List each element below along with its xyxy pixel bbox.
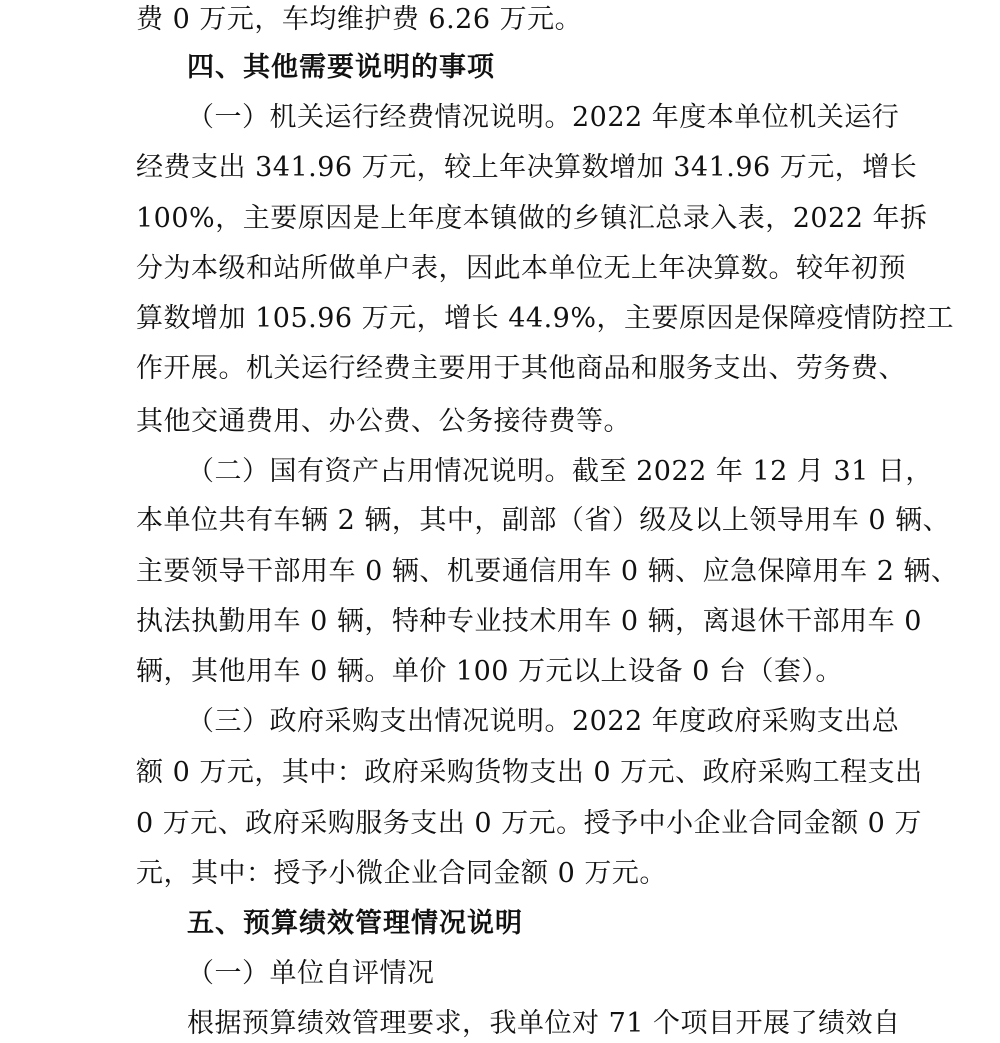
paragraph-line: 主要领导干部用车 0 辆、机要通信用车 0 辆、应急保障用车 2 辆、 <box>136 556 959 587</box>
paragraph-line: 额 0 万元，其中：政府采购货物支出 0 万元、政府采购工程支出 <box>136 757 923 788</box>
paragraph-line: 分为本级和站所做单户表，因此本单位无上年决算数。较年初预 <box>136 253 906 284</box>
section-heading-performance: 五、预算绩效管理情况说明 <box>187 908 523 939</box>
paragraph-line: 0 万元、政府采购服务支出 0 万元。授予中小企业合同金额 0 万 <box>136 808 922 839</box>
paragraph-line: 根据预算绩效管理要求，我单位对 71 个项目开展了绩效自 <box>187 1008 901 1039</box>
paragraph-line: （三）政府采购支出情况说明。2022 年度政府采购支出总 <box>187 706 900 737</box>
paragraph-line: 元，其中：授予小微企业合同金额 0 万元。 <box>136 858 667 889</box>
paragraph-line: 本单位共有车辆 2 辆，其中，副部（省）级及以上领导用车 0 辆、 <box>136 505 951 536</box>
paragraph-line: 费 0 万元，车均维护费 6.26 万元。 <box>136 4 583 35</box>
paragraph-line: （一）机关运行经费情况说明。2022 年度本单位机关运行 <box>187 102 900 133</box>
paragraph-line: 作开展。机关运行经费主要用于其他商品和服务支出、劳务费、 <box>136 353 906 384</box>
paragraph-line: （二）国有资产占用情况说明。截至 2022 年 12 月 31 日， <box>187 456 933 487</box>
sub-heading-self-evaluation: （一）单位自评情况 <box>187 958 435 989</box>
paragraph-line: 辆，其他用车 0 辆。单价 100 万元以上设备 0 台（套）。 <box>136 656 843 687</box>
section-heading-other-matters: 四、其他需要说明的事项 <box>187 52 495 83</box>
paragraph-line: 其他交通费用、办公费、公务接待费等。 <box>136 406 631 437</box>
paragraph-line: 算数增加 105.96 万元，增长 44.9%，主要原因是保障疫情防控工 <box>136 303 954 334</box>
paragraph-line: 执法执勤用车 0 辆，特种专业技术用车 0 辆，离退休干部用车 0 <box>136 606 922 637</box>
paragraph-line: 100%，主要原因是上年度本镇做的乡镇汇总录入表，2022 年拆 <box>136 203 928 234</box>
paragraph-line: 经费支出 341.96 万元，较上年决算数增加 341.96 万元，增长 <box>136 152 918 183</box>
